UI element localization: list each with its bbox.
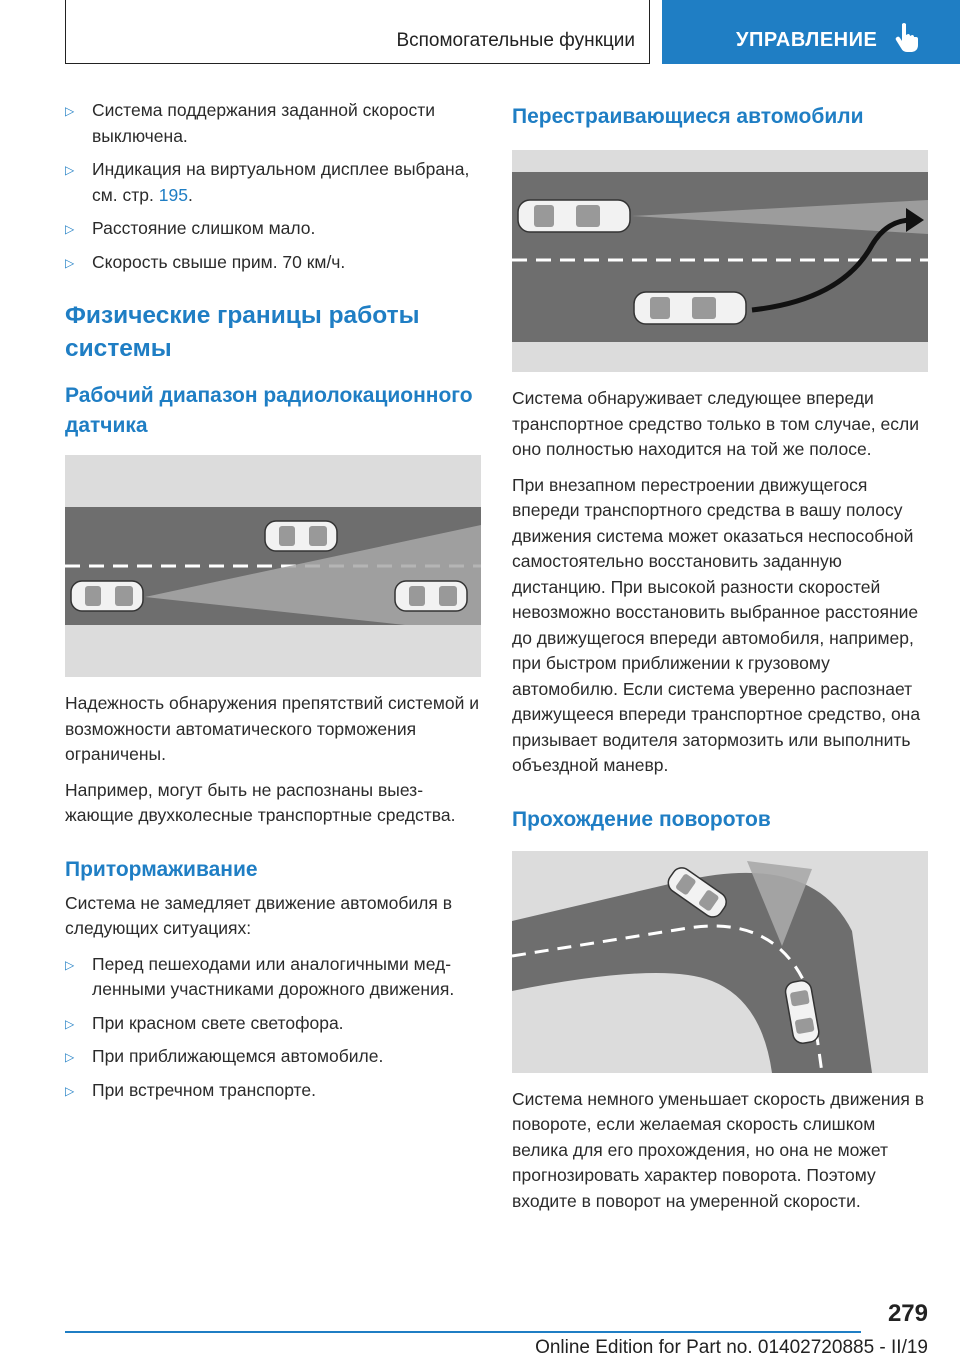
header-section-box (65, 0, 650, 64)
subheading-sensor-range: Рабочий диапазон радиолокационного датчика (65, 384, 473, 437)
chapter-tab-label: УПРАВЛЕНИЕ (736, 29, 878, 51)
chapter-tab (662, 0, 960, 64)
triangle-bullet-icon: ▷ (65, 255, 75, 270)
cut-in-illustration (512, 150, 928, 372)
paragraph: Система немного уменьшает скорость движения в повороте, если желаемая скорость слишком велика для его прохождения, но она не может прогнозировать характер поворота. Поэтому входите в поворот на умеренной скорости. (512, 1088, 925, 1211)
list-item: ▷ Скорость свыше прим. 70 км/ч. (65, 251, 346, 272)
right-column (512, 98, 928, 1224)
hand-pointer-icon (894, 22, 920, 57)
triangle-bullet-icon: ▷ (65, 1016, 75, 1031)
list-item: ▷ Индикация на виртуальном дисплее выбрана, см. стр. 195. (65, 159, 470, 205)
car-icon (518, 200, 630, 232)
section-title: Вспомогательные функции (396, 30, 635, 51)
car-icon (395, 581, 467, 611)
triangle-bullet-icon: ▷ (65, 1050, 75, 1064)
triangle-bullet-icon: ▷ (65, 957, 75, 972)
edition-note: Online Edition for Part no. 01402720885 - II/19 (535, 1337, 928, 1358)
car-icon (634, 292, 746, 324)
list-item: ▷ Перед пешеходами или аналогичными медленными участниками дорожного движения. (65, 953, 455, 999)
list-item: ▷ Расстояние слишком мало. (65, 218, 316, 238)
triangle-bullet-icon: ▷ (65, 1083, 75, 1098)
curve-driving-illustration (512, 851, 928, 1073)
page-link[interactable]: 195 (158, 184, 188, 205)
subheading-curves: Прохождение поворотов (512, 807, 771, 831)
status-bullet-list (65, 98, 481, 275)
car-icon (71, 581, 143, 611)
left-column (65, 98, 481, 1111)
list-item: ▷ При красном свете светофора. (65, 1012, 344, 1033)
paragraph: При внезапном перестроении движущегося впереди транспортного средства в вашу полосу движения система может оказаться неспособной самостоятельно восстановить заданную дистанцию. При высокой разности скоростей невозможно восстановить выбранное расстояние до движущегося впереди автомобиля, например, при быстром приближении к грузовому автомобилю. Если система уверенно распознает движущееся впереди транспортное средство, она призывает водителя затормозить или выполнить объездной маневр. (512, 474, 921, 775)
paragraph: Надежность обнаружения препятствий системой и возможности автоматического торможения ограничены. (65, 693, 480, 764)
radar-range-illustration (65, 455, 481, 677)
triangle-bullet-icon: ▷ (65, 222, 75, 236)
list-item: ▷ При встречном транспорте. (65, 1079, 316, 1100)
heading-system-limits: Физические границы работы системы (65, 302, 420, 362)
paragraph: Система не замедляет движение автомобиля в следующих ситуациях: (65, 892, 453, 938)
triangle-bullet-icon: ▷ (65, 163, 75, 177)
car-icon (265, 521, 337, 551)
list-item: ▷ Система поддержания заданной скорости выключена. (65, 100, 436, 146)
paragraph: Например, могут быть не распознаны выезжающие двухколесные транспортные средства. (65, 779, 456, 825)
braking-bullet-list (65, 952, 481, 1104)
page-number: 279 (887, 1300, 928, 1327)
list-item: ▷ При приближающемся автомобиле. (65, 1046, 384, 1066)
paragraph: Система обнаруживает следующее впереди транспортное средство только в том случае, если оно полностью находится на той же полосе. (512, 388, 919, 459)
footer-divider (65, 1331, 861, 1333)
subheading-cut-in: Перестраивающиеся автомобили (512, 105, 864, 128)
subheading-braking: Притормаживание (65, 857, 258, 881)
triangle-bullet-icon: ▷ (65, 104, 75, 118)
